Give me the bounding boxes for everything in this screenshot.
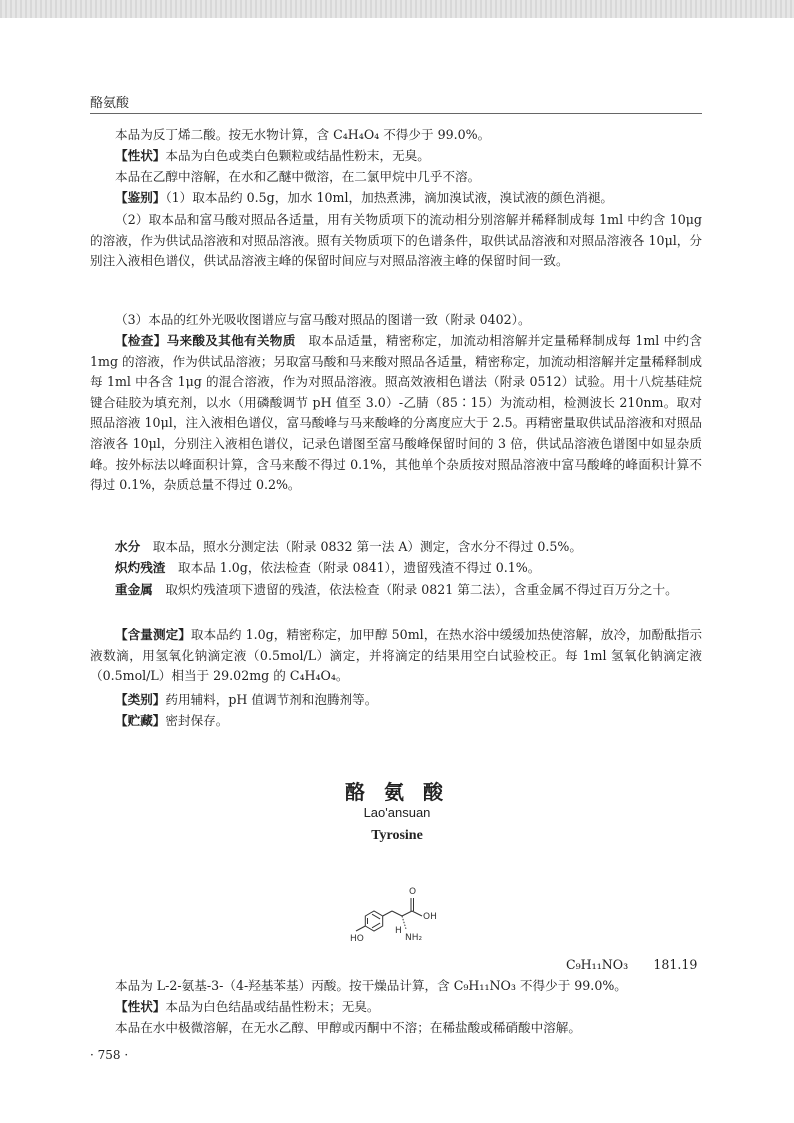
- fumaric-description: [90, 146, 702, 167]
- fumaric-impurities: [90, 331, 702, 496]
- section-text: 取本品约 1.0g，精密称定，加甲醇 50ml，在热水浴中缓缓加热使溶解，放冷，加酚酞指示液数滴，用氢氧化钠滴定液（0.5mol/L）滴定，并将滴定的结果用空白试验校正。每 1ml 氢氧化钠滴定液（0.5mol/L）相当于 29.02mg 的 C₄H₄O₄。: [90, 627, 703, 684]
- running-header: 酪氨酸: [90, 96, 130, 111]
- monograph-title-pinyin: Lao'ansuan: [363, 805, 431, 820]
- oh-label: OH: [423, 912, 437, 922]
- tyrosine-description: [90, 997, 702, 1018]
- fumaric-identification-2: （2）取本品和富马酸对照品各适量，用有关物质项下的流动相分别溶解并稀释制成每 1ml 中约含 10μg 的溶液，作为供试品溶液和对照品溶液。照有关物质项下的色谱条件，取供试品溶液和对照品溶液各 10μl，分别注入液相色谱仪，供试品溶液主峰的保留时间应与对照品溶液主峰的保留时间一致。: [90, 212, 702, 269]
- section-label: 重金属: [115, 582, 153, 597]
- fumaric-purity: 本品为反丁烯二酸。按无水物计算，含 C₄H₄O₄ 不得少于 99.0%。: [115, 127, 491, 142]
- section-label: 【性状】: [115, 999, 166, 1014]
- tyrosine-purity: 本品为 L-2-氨基-3-（4-羟基苯基）丙酸。按干燥品计算，含 C₉H₁₁NO₃ 不得少于 99.0%。: [115, 978, 627, 993]
- fumaric-category: [90, 690, 702, 711]
- section-text: 本品为白色结晶或结晶性粉末；无臭。: [165, 999, 380, 1014]
- section-text: 取本品适量，精密称定，加流动相溶解并定量稀释制成每 1ml 中约含 1mg 的溶液，作为供试品溶液；另取富马酸和马来酸对照品各适量，精密称定，加流动相溶解并定量稀释制成每 1ml 中各含 1μg 的混合溶液，作为对照品溶液。照高效液相色谱法（附录 0512）试验。用十八烷基硅烷键合硅胶为填充剂，以水（用磷酸调节 pH 值至 3.0）-乙腈（85∶15）为流动相，检测波长 210nm。取对照品溶液 10μl，注入液相色谱仪，富马酸峰与马来酸峰的分离度应大于 2.5。再精密量取供试品溶液和对照品溶液各 10μl，分别注入液相色谱仪，记录色谱图至富马酸峰保留时间的 3 倍，供试品溶液色谱图中如显杂质峰。按外标法以峰面积计算，含马来酸不得过 0.1%，其他单个杂质按对照品溶液中富马酸峰的峰面积计算不得过 0.1%，杂质总量不得过 0.2%。: [90, 333, 703, 493]
- tyrosine-structure: [340, 880, 470, 950]
- fumaric-identification-1: [90, 188, 702, 209]
- o-label: O: [409, 887, 417, 897]
- section-text: 密封保存。: [165, 713, 229, 728]
- fumaric-assay: [90, 625, 702, 687]
- molecular-weight: 181.19: [653, 957, 698, 972]
- section-label: 【类别】: [115, 692, 166, 707]
- fumaric-identification-3: （3）本品的红外光吸收图谱应与富马酸对照品的图谱一致（附录 0402）。: [115, 312, 531, 327]
- section-text: 取本品 1.0g，依法检查（附录 0841），遗留残渣不得过 0.1%。: [177, 560, 541, 575]
- section-label: 【鉴别】: [115, 190, 166, 205]
- section-label: 【性状】: [115, 148, 166, 163]
- tyrosine-solubility: 本品在水中极微溶解，在无水乙醇、甲醇或丙酮中不溶；在稀盐酸或稀硝酸中溶解。: [115, 1020, 581, 1035]
- nh2-label: NH₂: [405, 933, 423, 943]
- fumaric-residue: [90, 558, 702, 579]
- h-label: H: [395, 926, 402, 936]
- section-label: 【贮藏】: [115, 713, 166, 728]
- fumaric-heavy-metals: [90, 580, 702, 601]
- section-text: 药用辅料，pH 值调节剂和泡腾剂等。: [165, 692, 378, 707]
- subsection-label: 马来酸及其他有关物质: [166, 333, 296, 348]
- section-label: 【含量测定】: [115, 627, 191, 642]
- monograph-title-en: Tyrosine: [371, 828, 423, 843]
- header-rule: [90, 113, 702, 114]
- section-label: 水分: [115, 539, 141, 554]
- fumaric-storage: [90, 711, 702, 732]
- fumaric-solubility: 本品在乙醇中溶解，在水和乙醚中微溶，在二氯甲烷中几乎不溶。: [115, 169, 481, 184]
- section-text: （1）取本品约 0.5g，加水 10ml，加热煮沸，滴加溴试液，溴试液的颜色消褪。: [165, 190, 613, 205]
- page-number: · 758 ·: [90, 1048, 129, 1062]
- section-text: 取炽灼残渣项下遗留的残渣，依法检查（附录 0821 第二法），含重金属不得过百万分之十。: [165, 582, 678, 597]
- fumaric-water: [90, 537, 702, 558]
- section-text: 本品为白色或类白色颗粒或结晶性粉末，无臭。: [165, 148, 430, 163]
- section-text: 取本品，照水分测定法（附录 0832 第一法 A）测定，含水分不得过 0.5%。: [152, 539, 582, 554]
- section-label: 炽灼残渣: [115, 560, 166, 575]
- ho-label: HO: [350, 934, 364, 944]
- section-label: 【检查】: [115, 333, 167, 348]
- formula-text: C₉H₁₁NO₃: [566, 957, 629, 972]
- top-scan-band: [0, 0, 794, 18]
- molecular-formula: [566, 954, 697, 973]
- monograph-title-cn: 酪 氨 酸: [345, 780, 449, 804]
